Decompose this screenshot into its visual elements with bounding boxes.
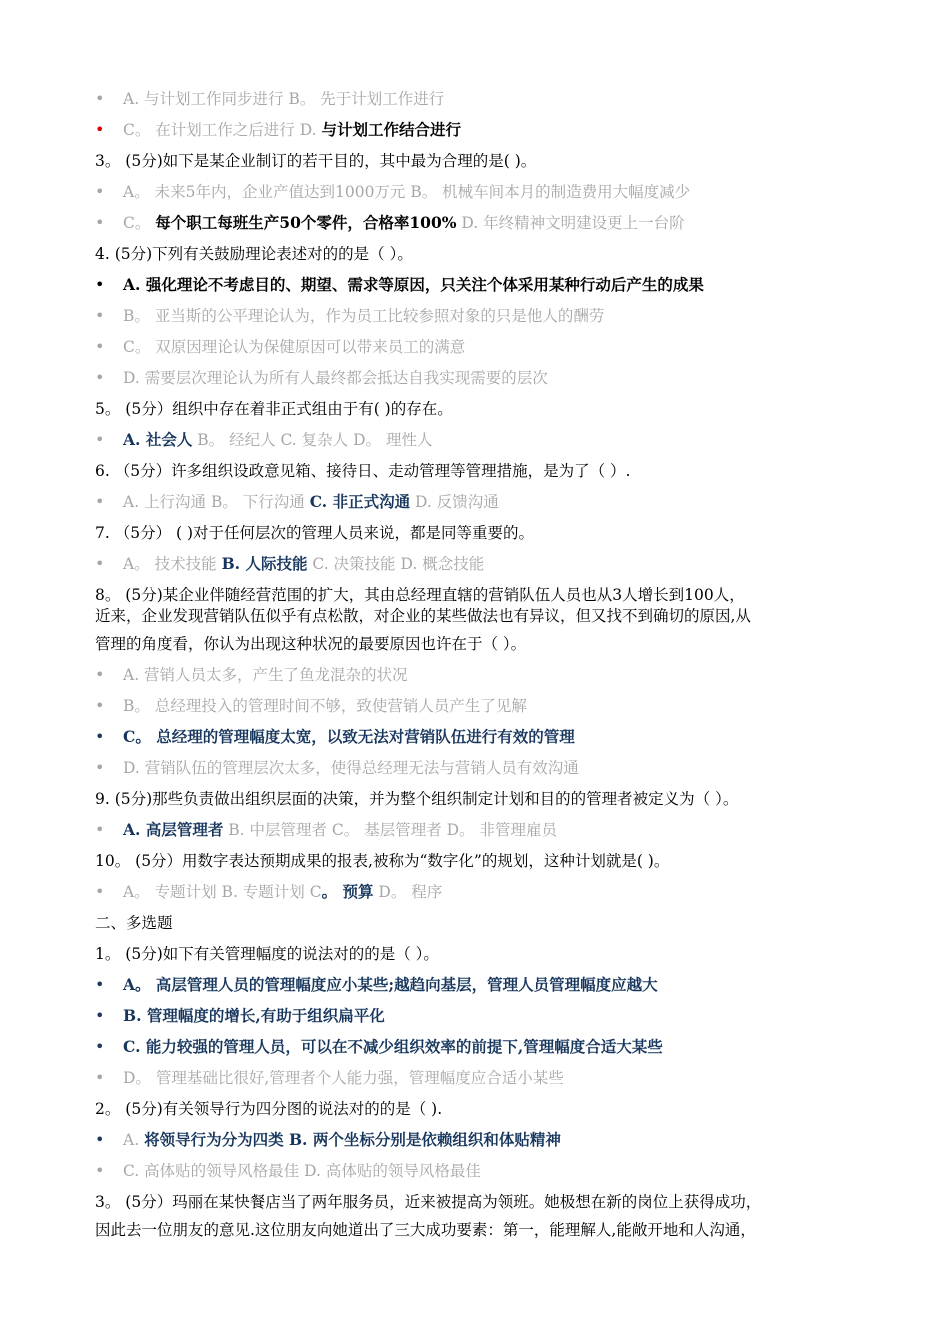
- answer-option: [95, 1130, 893, 1150]
- answer-option: [95, 820, 893, 840]
- bullet-icon: •: [95, 727, 105, 746]
- bullet-icon: •: [95, 975, 105, 994]
- answer-option: [95, 213, 893, 233]
- question-text: [95, 1220, 865, 1240]
- answer-text: 将领导行为分为四类 B. 两个坐标分别是依赖组织和体贴精神: [144, 1130, 561, 1149]
- line-text: 9. (5分)那些负责做出组织层面的决策，并为整个组织制定计划和目的的管理者被定义为（ ）。: [95, 790, 739, 808]
- line-text: 4. (5分)下列有关鼓励理论表述对的的是（ ）。: [95, 245, 413, 263]
- question-text: [95, 461, 865, 481]
- line-text: A。 技术技能: [123, 555, 222, 573]
- line-text: 2。 (5分)有关领导行为四分图的说法对的的是（ ).: [95, 1100, 443, 1118]
- line-text: C。 在计划工作之后进行 D.: [123, 121, 322, 139]
- line-text: 7. （5分） ( )对于任何层次的管理人员来说，都是同等重要的。: [95, 524, 535, 542]
- question-text: [95, 634, 865, 654]
- line-text: A. 上行沟通 B。 下行沟通: [123, 493, 310, 511]
- line-text: A.: [123, 1131, 145, 1149]
- line-text: D. 营销队伍的管理层次太多，使得总经理无法与营销人员有效沟通: [123, 759, 579, 777]
- bullet-icon: •: [95, 182, 105, 201]
- line-text: 因此去一位朋友的意见.这位朋友向她道出了三大成功要素：第一，能理解人,能敞开地和人沟通，: [95, 1221, 756, 1239]
- answer-option: [95, 1037, 893, 1057]
- bullet-icon: •: [95, 1161, 105, 1180]
- answer-option: [95, 492, 893, 512]
- line-text: 10。 (5分）用数字表达预期成果的报表,被称为“数字化”的规划，这种计划就是( )。: [95, 852, 670, 870]
- line-text: 5。 (5分）组织中存在着非正式组由于有( )的存在。: [95, 400, 453, 418]
- answer-option: [95, 1161, 893, 1181]
- line-text: 3。 (5分)如下是某企业制订的若干目的，其中最为合理的是( )。: [95, 152, 537, 170]
- bullet-icon: •: [95, 120, 105, 139]
- answer-text: B. 管理幅度的增长,有助于组织扁平化: [123, 1006, 385, 1025]
- answer-option: [95, 306, 893, 326]
- bullet-icon: •: [95, 430, 105, 449]
- bullet-icon: •: [95, 882, 105, 901]
- question-text: [95, 1099, 865, 1119]
- answer-option: [95, 665, 893, 685]
- answer-option: [95, 882, 893, 902]
- line-text: 二、多选题: [95, 914, 173, 932]
- bullet-icon: •: [95, 337, 105, 356]
- line-text: C. 决策技能 D. 概念技能: [307, 555, 485, 573]
- line-text: D. 年终精神文明建设更上一台阶: [456, 214, 685, 232]
- question-text: [95, 606, 865, 626]
- answer-option: [95, 758, 893, 778]
- answer-option: [95, 1006, 893, 1026]
- answer-option: [95, 554, 893, 574]
- answer-option: [95, 696, 893, 716]
- answer-option: [95, 337, 893, 357]
- bullet-icon: •: [95, 492, 105, 511]
- question-text: [95, 944, 865, 964]
- line-text: D。 程序: [373, 883, 443, 901]
- bullet-icon: •: [95, 758, 105, 777]
- bullet-icon: •: [95, 306, 105, 325]
- answer-text: A。 高层管理人员的管理幅度应小某些;越趋向基层，管理人员管理幅度应越大: [123, 975, 658, 994]
- bullet-icon: •: [95, 213, 105, 232]
- question-text: [95, 399, 865, 419]
- answer-text: B. 人际技能: [221, 554, 308, 573]
- line-text: A. 与计划工作同步进行 B。 先于计划工作进行: [123, 90, 445, 108]
- answer-option: [95, 275, 893, 295]
- answer-text: A. 高层管理者: [123, 820, 224, 839]
- line-text: 1。 (5分)如下有关管理幅度的说法对的的是（ ）。: [95, 945, 439, 963]
- line-text: C。: [123, 214, 156, 232]
- bullet-icon: •: [95, 275, 105, 294]
- bullet-icon: •: [95, 1068, 105, 1087]
- question-text: [95, 913, 865, 933]
- line-text: D。 管理基础比很好,管理者个人能力强，管理幅度应合适小某些: [123, 1069, 564, 1087]
- line-text: 近来，企业发现营销队伍似乎有点松散，对企业的某些做法也有异议，但又找不到确切的原因,从: [95, 607, 751, 625]
- answer-text: C. 能力较强的管理人员，可以在不减少组织效率的前提下,管理幅度合适大某些: [123, 1037, 663, 1056]
- line-text: A. 营销人员太多，产生了鱼龙混杂的状况: [123, 666, 408, 684]
- line-text: A。 未来5年内，企业产值达到1000万元 B。 机械车间本月的制造费用大幅度减少: [123, 183, 691, 201]
- answer-option: [95, 430, 893, 450]
- question-text: [95, 1192, 865, 1212]
- bullet-icon: •: [95, 1130, 105, 1149]
- bullet-icon: •: [95, 665, 105, 684]
- answer-option: [95, 120, 893, 140]
- bullet-icon: •: [95, 554, 105, 573]
- line-text: 3。 (5分）玛丽在某快餐店当了两年服务员，近来被提高为领班。她极想在新的岗位上获得成功，: [95, 1193, 762, 1211]
- answer-text: C. 非正式沟通: [309, 492, 411, 511]
- bullet-icon: •: [95, 89, 105, 108]
- answer-text: C。 总经理的管理幅度太宽，以致无法对营销队伍进行有效的管理: [123, 727, 575, 746]
- question-text: [95, 789, 865, 809]
- answer-text: 与计划工作结合进行: [321, 120, 461, 139]
- answer-option: [95, 182, 893, 202]
- line-text: B. 中层管理者 C。 基层管理者 D。 非管理雇员: [223, 821, 557, 839]
- question-text: [95, 244, 865, 264]
- line-text: D. 反馈沟通: [410, 493, 499, 511]
- answer-option: [95, 1068, 893, 1088]
- answer-option: [95, 368, 893, 388]
- answer-text: 。 预算: [321, 882, 374, 901]
- line-text: B。 亚当斯的公平理论认为，作为员工比较参照对象的只是他人的酬劳: [123, 307, 605, 325]
- answer-text: A. 强化理论不考虑目的、期望、需求等原因，只关注个体采用某种行动后产生的成果: [123, 275, 704, 294]
- question-text: [95, 151, 865, 171]
- line-text: 管理的角度看，你认为出现这种状况的最要原因也许在于（ ）。: [95, 635, 527, 653]
- answer-option: [95, 975, 893, 995]
- line-text: 8。 (5分)某企业伴随经营范围的扩大，其由总经理直辖的营销队伍人员也从3人增长到100人，: [95, 586, 745, 604]
- line-text: B。 经纪人 C. 复杂人 D。 理性人: [192, 431, 433, 449]
- bullet-icon: •: [95, 368, 105, 387]
- question-text: [95, 851, 865, 871]
- line-text: C. 高体贴的领导风格最佳 D. 高体贴的领导风格最佳: [123, 1162, 481, 1180]
- bullet-icon: •: [95, 1037, 105, 1056]
- bullet-icon: •: [95, 820, 105, 839]
- answer-option: [95, 727, 893, 747]
- line-text: B。 总经理投入的管理时间不够，致使营销人员产生了见解: [123, 697, 527, 715]
- answer-text: 每个职工每班生产50个零件，合格率100%: [155, 213, 457, 232]
- answer-text: A. 社会人: [123, 430, 193, 449]
- answer-option: [95, 89, 893, 109]
- line-text: A。 专题计划 B. 专题计划 C: [123, 883, 322, 901]
- question-text: [95, 523, 865, 543]
- question-text: [95, 585, 865, 605]
- line-text: 6. （5分）许多组织设政意见箱、接待日、走动管理等管理措施，是为了（ ）.: [95, 462, 631, 480]
- line-text: D. 需要层次理论认为所有人最终都会抵达自我实现需要的层次: [123, 369, 548, 387]
- bullet-icon: •: [95, 696, 105, 715]
- line-text: C。 双原因理论认为保健原因可以带来员工的满意: [123, 338, 466, 356]
- bullet-icon: •: [95, 1006, 105, 1025]
